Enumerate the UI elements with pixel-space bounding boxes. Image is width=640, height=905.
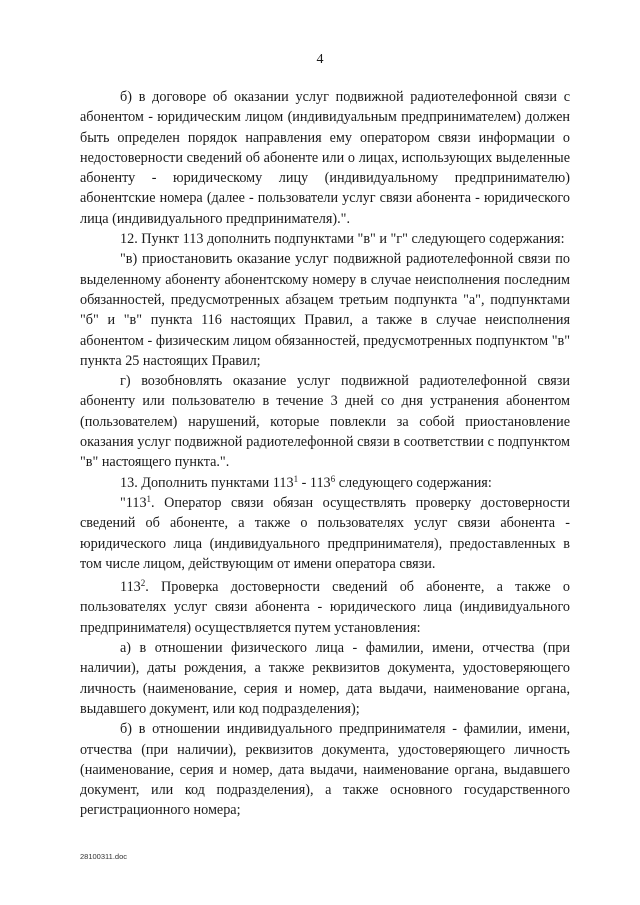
superscript: 1 xyxy=(146,493,152,504)
paragraph-item-113-1 xyxy=(80,493,570,574)
document-body xyxy=(80,87,570,821)
text-run: . Оператор связи обязан осуществлять проверку достоверности сведений об абоненте, а также о пользователях услуг связи абонента - юридического лица (индивидуального предпринимателя), предоставленных в том числе лицом, действующим от имени оператора связи. xyxy=(80,494,570,572)
paragraph-item-12: 12. Пункт 113 дополнить подпунктами "в" и "г" следующего содержания: xyxy=(120,231,565,248)
text-run: - 113 xyxy=(298,474,331,491)
paragraph-item-13 xyxy=(80,473,570,493)
text-run: . Проверка достоверности сведений об абоненте, а также о пользователях услуг связи абонента - юридического лица (индивидуального предпринимателя) осуществляется путем установления: xyxy=(80,579,570,636)
superscript: 2 xyxy=(140,578,146,589)
text-run: 113 xyxy=(120,579,141,596)
paragraph-item-113-2 xyxy=(80,577,570,638)
paragraph-subitem-a-individual: а) в отношении физического лица - фамилии, имени, отчества (при наличии), даты рождения, а также реквизитов документа, удостоверяющего личность (наименование, серия и номер, дата выдачи, наименование органа, выдавшего документ, или код подразделения); xyxy=(80,640,570,717)
footer-filename: 28100311.doc xyxy=(80,852,127,861)
superscript: 6 xyxy=(330,473,336,484)
text-run: следующего содержания: xyxy=(335,474,492,491)
paragraph-subitem-v: "в) приостановить оказание услуг подвижной радиотелефонной связи по выделенному абоненту абонентскому номеру в случае неисполнения последним обязанностей, предусмотренных абзацем третьим подпункта "а", подпунктами "б" и "в" пункта 116 настоящих Правил, а также в случае неисполнения абонентом - физическим лицом обязанностей, предусмотренных подпунктом "в" пункта 25 настоящих Правил; xyxy=(80,251,570,369)
paragraph-subitem-b-entrepreneur: б) в отношении индивидуального предпринимателя - фамилии, имени, отчества (при наличии), реквизитов документа, удостоверяющего личность (наименование, серия и номер, дата выдачи, наименование органа, выдавшего документ, или код подразделения), а также основного государственного регистрационного номера; xyxy=(80,721,570,819)
paragraph-subitem-b: б) в договоре об оказании услуг подвижной радиотелефонной связи с абонентом - юридическим лицом (индивидуальным предпринимателем) должен быть определен порядок направления ему оператором связи информации о недостоверности сведений об абоненте или о лицах, использующих выделенные абоненту - юридическому лицу (индивидуальному предпринимателю) абонентские номера (далее - пользователи услуг связи абонента - юридического лица (индивидуального предпринимателя).". xyxy=(80,89,570,227)
text-run: 13. Дополнить пунктами 113 xyxy=(120,474,294,491)
paragraph-subitem-g: г) возобновлять оказание услуг подвижной радиотелефонной связи абоненту или пользователю в течение 3 дней со дня устранения абонентом (пользователем) нарушений, которые повлекли за собой приостановление оказания услуг подвижной радиотелефонной связи в соответствии с подпунктом "в" настоящего пункта.". xyxy=(80,373,570,471)
text-run: "113 xyxy=(120,494,147,511)
page-number: 4 xyxy=(316,52,324,67)
superscript: 1 xyxy=(293,473,299,484)
